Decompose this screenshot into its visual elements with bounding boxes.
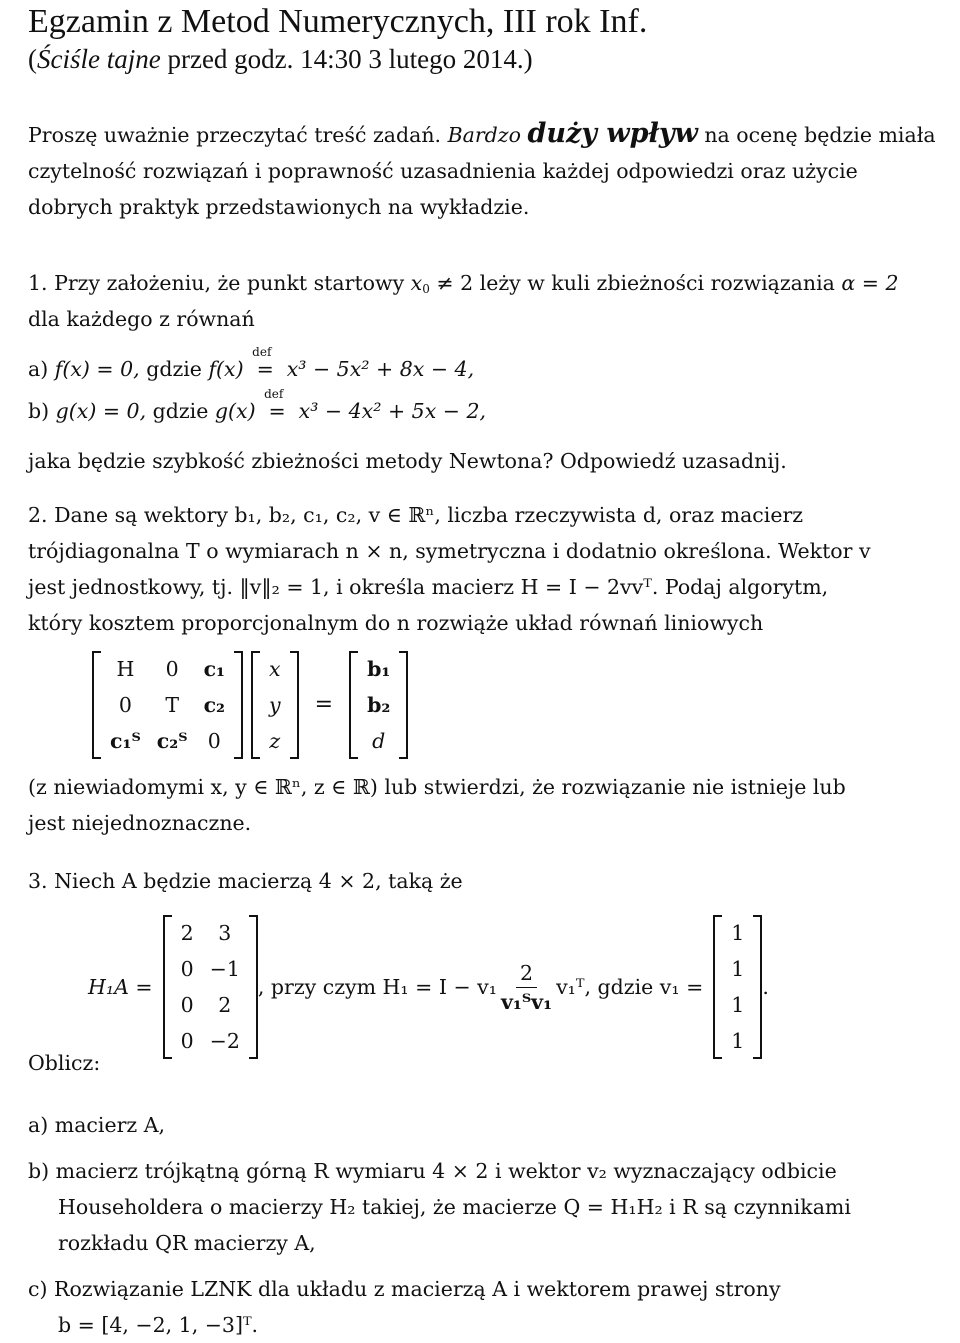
problem-2-after-1: (z niewiadomymi x, y ∈ ℝⁿ, z ∈ ℝ) lub stwierdzi, że rozwiązanie nie istnieje lub — [28, 775, 846, 799]
oblicz-label: Oblicz: — [28, 1051, 101, 1075]
problem-1-statement: 1. Przy założeniu, że punkt startowy $x_0 \ne 2$ leży w kuli zbieżności rozwiązania α = 2 — [28, 271, 899, 296]
block-matrix: H 0 c₁ 0 T c₂ c₁ᵀ c₂ᵀ 0 — [92, 651, 243, 759]
exam-title: Egzamin z Metod Numerycznych, III rok Inf. — [28, 3, 648, 40]
householder-equation: H₁A = 2 3 0 −1 0 2 0 −2 , przy czym H₁ = I − v₁ $\frac{2}{\text{v₁ᵀv₁}}$ v₁ᵀ, gdzie v₁ = 1 1 1 1 . — [88, 915, 948, 1059]
problem-1-statement-cont: dla każdego z równań — [28, 307, 255, 331]
problem-3-item-c: c) Rozwiązanie LZNK dla układu z macierzą A i wektorem prawej strony b = [4, −2, 1, −3]ᵀ. — [28, 1277, 781, 1337]
problem-1-item-a: a) f(x) = 0, gdzie f(x) def = x³ − 5x² + 8x − 4, — [28, 345, 475, 381]
v1-vector: 1 1 1 1 — [713, 915, 762, 1059]
exam-subtitle: (Ściśle tajne przed godz. 14:30 3 lutego 2014.) — [28, 44, 533, 74]
problem-3 — [28, 863, 948, 1343]
problem-2-line-3: jest jednostkowy, tj. ‖v‖₂ = 1, i określa macierz H = I − 2vvᵀ. Podaj algorytm, — [28, 575, 829, 599]
problem-3-intro: 3. Niech A będzie macierzą 4 × 2, taką że — [28, 869, 463, 893]
problem-2-line-2: trójdiagonalna T o wymiarach n × n, symetryczna i dodatnio określona. Wektor v — [28, 539, 871, 563]
problem-2-after-2: jest niejednoznaczne. — [28, 811, 252, 835]
block-system — [92, 651, 948, 759]
problem-3-item-a: a) macierz A, — [28, 1113, 166, 1137]
exam-page — [28, 0, 948, 1343]
problem-2 — [28, 497, 948, 841]
problem-1 — [28, 265, 948, 479]
problem-2-line-4: który kosztem proporcjonalnym do n rozwiąże układ równań liniowych — [28, 611, 764, 635]
problem-1-item-b: b) g(x) = 0, gdzie g(x) def = x³ − 4x² + 5x − 2, — [28, 387, 487, 423]
problem-2-line-1: 2. Dane są wektory b₁, b₂, c₁, c₂, v ∈ ℝⁿ, liczba rzeczywista d, oraz macierz — [28, 503, 804, 527]
fraction: $\frac{2}{\text{v₁ᵀv₁}}$ — [500, 960, 553, 1014]
intro-paragraph: Proszę uważnie przeczytać treść zadań. Bardzo duży wpływ na ocenę będzie miała czytelność rozwiązań i poprawność uzasadnienia każdej odpowiedzi oraz użycie dobrych praktyk przedstawionych na wykładzie. — [28, 118, 936, 219]
h1a-matrix: 2 3 0 −1 0 2 0 −2 — [163, 915, 258, 1059]
equals-sign: = — [314, 692, 334, 717]
emphasis-text: duży wpływ — [527, 118, 698, 149]
rhs-vector: b₁ b₂ d — [349, 651, 408, 759]
problem-1-question: jaka będzie szybkość zbieżności metody Newtona? Odpowiedź uzasadnij. — [28, 449, 787, 473]
unknowns-vector: x y z — [251, 651, 299, 759]
problem-3-item-b: b) macierz trójkątną górną R wymiaru 4 × 2 i wektor v₂ wyznaczający odbicie Householdera o macierzy H₂ takiej, że macierze Q = H₁H₂ i R są czynnikami rozkładu QR macierzy A, — [28, 1159, 851, 1255]
